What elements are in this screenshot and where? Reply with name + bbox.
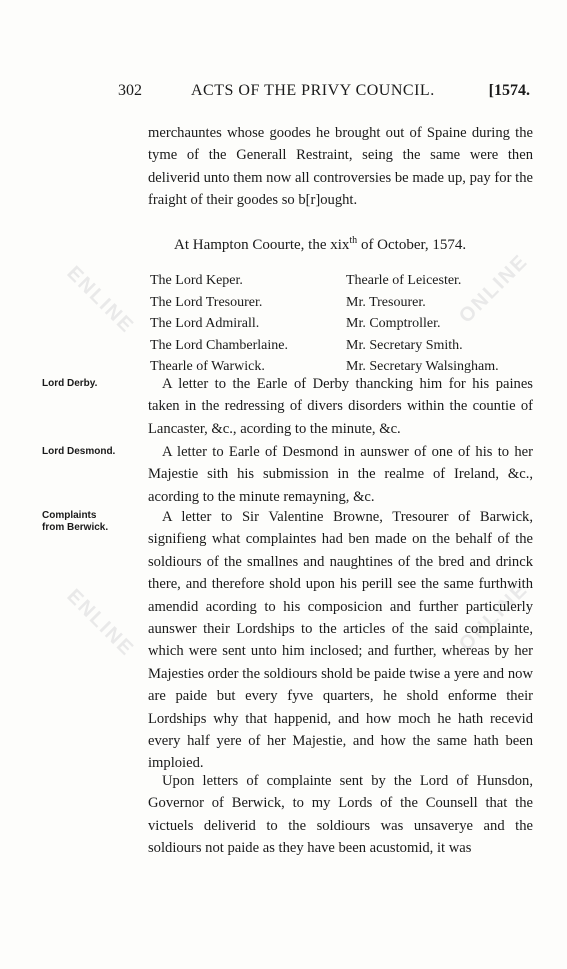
- attendee: The Lord Admirall.: [150, 316, 260, 332]
- entry-paragraph: A letter to Sir Valentine Browne, Tresourer of Barwick, signifieng what complaintes had ben made on the behalf of the soldiours of the smallnes and naughtines of the bred and drinck there, and therefore shold upon his perill see the same furthwith amendid acording to his composicion and further particulerly aunswer their Lordships to the articles of the said complainte, which were sent unto him inclosed; and further, whereas by her Majesties order the soldiours shold be paide twise a yere and now are paide but every fyve quarters, he shold enforme their Lordships why that happenid, and how moch he hath recevid every half yere of her Majestie, and how the same hath been imploied.: [148, 509, 533, 772]
- running-header: [118, 82, 530, 104]
- entry-paragraph: A letter to the Earle of Derby thancking him for his paines taken in the redressing of divers disorders within the countie of Lancaster, &c., acording to the minute, &c.: [148, 376, 533, 437]
- attendee: The Lord Chamberlaine.: [150, 337, 289, 353]
- watermark: ENLINE: [62, 585, 139, 661]
- running-year: [1574.: [488, 82, 530, 99]
- continuation-paragraph: merchauntes whose goodes he brought out of Spaine during the tyme of the Generall Restraint, seing the same were then deliverid unto them now all controversies be made up, pay for the fraight of their goodes so b[r]ought.: [148, 125, 533, 209]
- page-number: 302: [118, 82, 142, 99]
- attendee: Mr. Tresourer.: [346, 294, 426, 310]
- attendees-right-column: [346, 270, 499, 378]
- meeting-prefix: At Hampton Coourte, the xix: [174, 237, 350, 253]
- meeting-heading: [174, 235, 466, 254]
- attendee: The Lord Keper.: [150, 273, 243, 288]
- attendee: Thearle of Leicester.: [346, 273, 462, 288]
- final-paragraph: Upon letters of complainte sent by the Lord of Hunsdon, Governor of Berwick, to my Lords of the Counsell that the victuels deliverid to the soldiours was unsaverye and the soldiours not paide as they have been acustomid, it was: [148, 773, 533, 857]
- watermark: ONLINE: [455, 578, 533, 656]
- meeting-superscript: th: [349, 235, 358, 246]
- meeting-suffix: of October, 1574.: [357, 237, 467, 253]
- watermark: ONLINE: [455, 250, 533, 328]
- margin-note: Lord Derby.: [42, 378, 98, 389]
- running-title: ACTS OF THE PRIVY COUNCIL.: [191, 82, 435, 99]
- attendee: Mr. Secretary Smith.: [346, 337, 463, 353]
- watermark: ENLINE: [62, 262, 139, 338]
- entry-paragraph: A letter to Earle of Desmond in aunswer of one of his to her Majestie sith his submission in the realme of Ireland, &c., acording to the minute remayning, &c.: [148, 444, 533, 505]
- attendee: Mr. Secretary Walsingham.: [346, 359, 499, 375]
- attendee: Mr. Comptroller.: [346, 316, 441, 332]
- margin-note: Complaints from Berwick.: [42, 510, 109, 533]
- attendees-left-column: [150, 270, 288, 378]
- margin-note: Lord Desmond.: [42, 446, 116, 457]
- attendee: Thearle of Warwick.: [150, 359, 265, 375]
- attendee: The Lord Tresourer.: [150, 294, 263, 310]
